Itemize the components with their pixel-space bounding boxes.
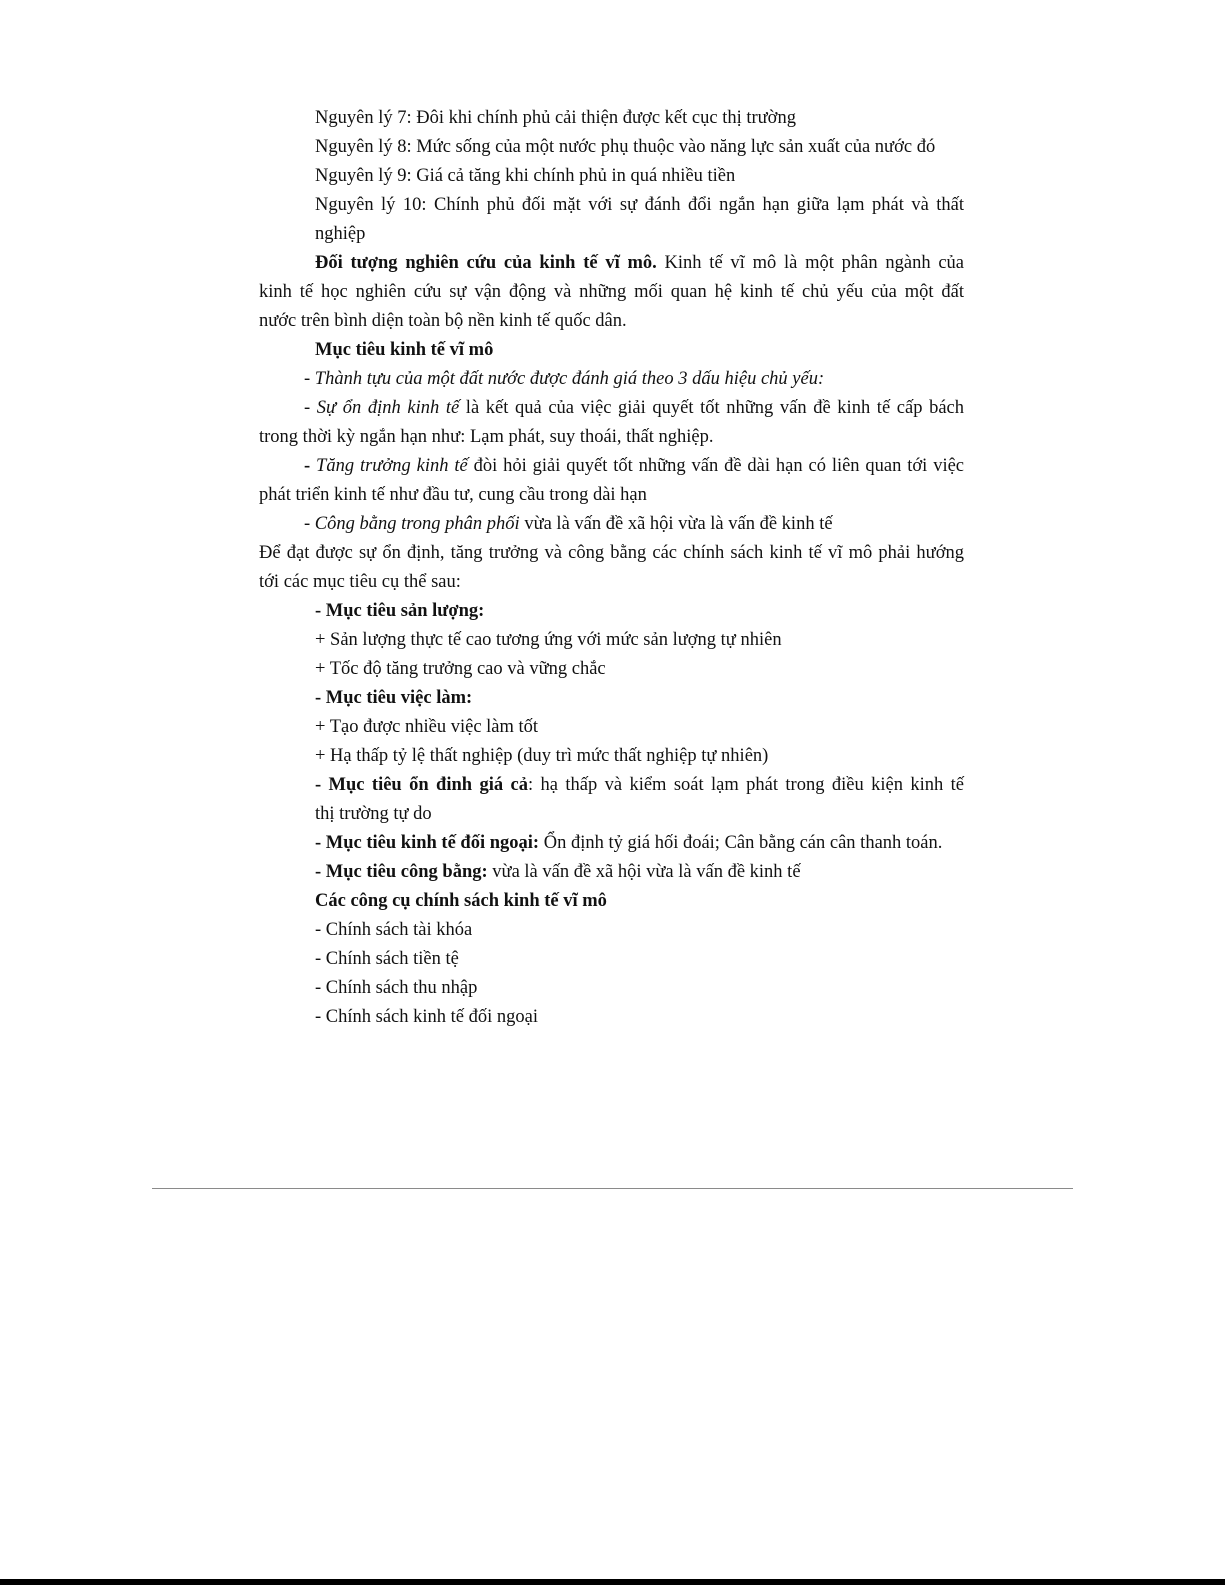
stability-line1: - Sự ổn định kinh tế là kết quả của việc giải quyết tốt những vấn đề kinh tế cấp bách <box>304 398 964 418</box>
tools-heading: Các công cụ chính sách kinh tế vĩ mô <box>315 891 607 911</box>
tool-external: - Chính sách kinh tế đối ngoại <box>315 1007 538 1027</box>
tool-income: - Chính sách thu nhập <box>315 978 478 998</box>
jobs-goal-item-1: + Tạo được nhiều việc làm tốt <box>315 717 539 737</box>
external-goal-line: - Mục tiêu kinh tế đối ngoại: Ổn định tỷ giá hối đoái; Cân bằng cán cân thanh toán. <box>315 833 943 853</box>
output-goal-heading: - Mục tiêu sản lượng: <box>315 601 485 621</box>
principle-9: Nguyên lý 9: Giá cả tăng khi chính phủ in quá nhiều tiền <box>315 166 736 186</box>
fairness-goal-line: - Mục tiêu công bằng: vừa là vấn đề xã hội vừa là vấn đề kinh tế <box>315 862 801 882</box>
intro-line1: Để đạt được sự ổn định, tăng trưởng và công bằng các chính sách kinh tế vĩ mô phải hướng <box>259 543 964 563</box>
principle-10-line1: Nguyên lý 10: Chính phủ đối mặt với sự đánh đổi ngắn hạn giữa lạm phát và thất <box>315 195 964 215</box>
jobs-goal-heading: - Mục tiêu việc làm: <box>315 688 473 708</box>
principle-7: Nguyên lý 7: Đôi khi chính phủ cải thiện được kết cục thị trường <box>315 108 796 128</box>
object-heading: Đối tượng nghiên cứu của kinh tế vĩ mô. <box>315 253 657 273</box>
price-goal-line2: thị trường tự do <box>315 804 432 824</box>
object-paragraph-line3: nước trên bình diện toàn bộ nền kinh tế quốc dân. <box>259 311 627 331</box>
stability-line2: trong thời kỳ ngắn hạn như: Lạm phát, suy thoái, thất nghiệp. <box>259 427 714 447</box>
intro-line2: tới các mục tiêu cụ thể sau: <box>259 572 461 592</box>
price-goal-line1: - Mục tiêu ổn đinh giá cả: hạ thấp và kiểm soát lạm phát trong điều kiện kinh tế <box>315 775 964 795</box>
stability-term: Sự ổn định kinh tế <box>316 398 460 418</box>
equity-term: Công bằng trong phân phối <box>314 514 520 534</box>
jobs-goal-item-2: + Hạ thấp tỷ lệ thất nghiệp (duy trì mức thất nghiệp tự nhiên) <box>315 746 769 766</box>
object-text-1: Kinh tế vĩ mô là một phân ngành của <box>656 253 965 273</box>
growth-term: Tăng trưởng kinh tế <box>316 456 468 476</box>
growth-line1: - Tăng trưởng kinh tế đòi hỏi giải quyết tốt những vấn đề dài hạn có liên quan tới việc <box>304 456 965 476</box>
growth-line2: phát triển kinh tế như đầu tư, cung cầu trong dài hạn <box>259 485 647 505</box>
principle-10-line2: nghiệp <box>315 224 366 244</box>
object-paragraph-line1 <box>259 249 964 278</box>
principle-8: Nguyên lý 8: Mức sống của một nước phụ thuộc vào năng lực sản xuất của nước đó <box>315 137 936 157</box>
output-goal-item-1: + Sản lượng thực tế cao tương ứng với mức sản lượng tự nhiên <box>315 630 782 650</box>
equity-line: - Công bằng trong phân phối vừa là vấn đề xã hội vừa là vấn đề kinh tế <box>304 514 833 534</box>
achievement-line: - Thành tựu của một đất nước được đánh giá theo 3 dấu hiệu chủ yếu: <box>304 369 825 389</box>
goals-heading: Mục tiêu kinh tế vĩ mô <box>315 340 494 360</box>
bottom-edge-bar <box>0 1579 1225 1585</box>
tool-fiscal: - Chính sách tài khóa <box>315 920 473 940</box>
tool-monetary: - Chính sách tiền tệ <box>315 949 459 969</box>
object-paragraph-line2: kinh tế học nghiên cứu sự vận động và những mối quan hệ kinh tế chủ yếu của một đất <box>259 282 964 302</box>
page-content <box>259 104 964 1032</box>
output-goal-item-2: + Tốc độ tăng trưởng cao và vững chắc <box>315 659 606 679</box>
page-separator-rule <box>152 1188 1073 1189</box>
